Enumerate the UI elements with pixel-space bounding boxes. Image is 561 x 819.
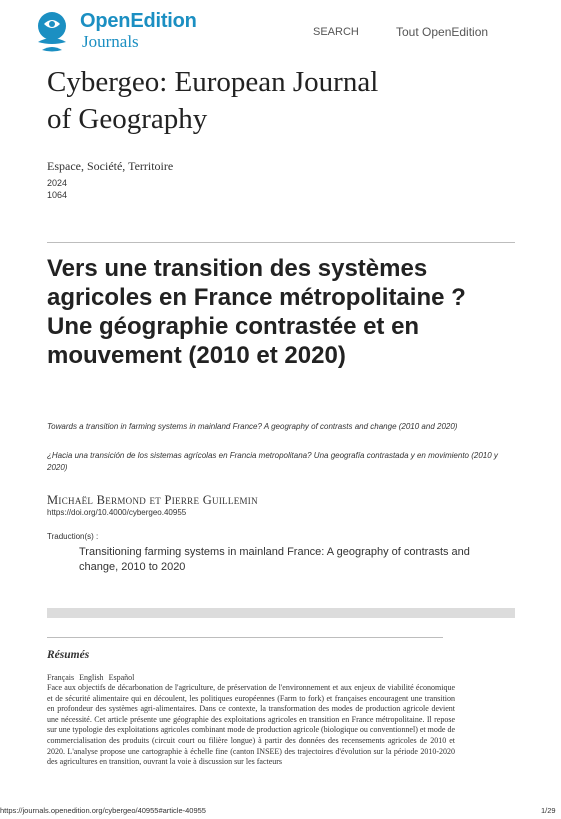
journal-title: Cybergeo: European Journal of Geography bbox=[47, 66, 379, 135]
article-title: Vers une transition des systèmes agricoles en France métropolitaine ? Une géographie contrastée et en mouvement (2010 et 2020) bbox=[47, 255, 466, 369]
openedition-logo[interactable] bbox=[34, 8, 214, 56]
logo-subtitle: Journals bbox=[82, 32, 139, 51]
separator-bar bbox=[47, 608, 515, 618]
lang-tab-francais[interactable]: Français bbox=[47, 673, 75, 682]
footer-url: https://journals.openedition.org/cybergeo/40955#article-40955 bbox=[0, 806, 206, 815]
page-number: 1/29 bbox=[541, 806, 556, 815]
abstract-language-tabs bbox=[47, 673, 137, 682]
resumes-heading: Résumés bbox=[47, 649, 90, 661]
nav-search-link[interactable]: SEARCH bbox=[313, 26, 359, 38]
openedition-logo-icon bbox=[34, 10, 74, 54]
translation-link[interactable]: Transitioning farming systems in mainland France: A geography of contrasts and change, 2010 to 2020 bbox=[79, 546, 470, 573]
issue-number: 1064 bbox=[47, 190, 68, 200]
article-title-english: Towards a transition in farming systems in mainland France? A geography of contrasts and change (2010 and 2020) bbox=[47, 422, 458, 431]
site-header bbox=[34, 8, 534, 58]
nav-all-openedition-link[interactable]: Tout OpenEdition bbox=[396, 25, 489, 39]
article-authors[interactable]: Michaël Bermond et Pierre Guillemin bbox=[47, 493, 258, 507]
lang-tab-english[interactable]: English bbox=[79, 673, 104, 682]
header-divider bbox=[47, 242, 515, 243]
logo-title: OpenEdition bbox=[80, 10, 197, 32]
article-title-spanish: ¿Hacia una transición de los sistemas agrícolas en Francia metropolitana? Una geografía contrastada y en movimiento (2010 y 2020) bbox=[47, 451, 498, 472]
abstract-text: Face aux objectifs de décarbonation de l'agriculture, de préservation de l'environnement et aux enjeux de viabilité économique et de sécurité alimentaire qui en découlent, les politiques européennes (Farm to fork) et françaises encouragent une transition en profondeur des systèmes agri-alimentaires. Dans ce contexte, la transformation des modes de production agricole devient une nécessité. Cet article présente une géographie des exploitations agricoles en transition en France métropolitaine. Il repose sur une typologie des exploitations agricoles combinant mode de production agricole (biologique ou conventionnel) et mode de commercialisation des produits (circuit court ou filière longue) à partir des données des recensements agricoles de 2010 et 2020. L'analyse propose une cartographie à échelle fine (canton INSEE) des trajectoires d'évolution sur la période 2010-2020 des agricultures en transition, ouvrant la voie à discussion sur les facteurs bbox=[47, 683, 455, 767]
journal-subtitle: Espace, Société, Territoire bbox=[47, 159, 174, 173]
article-doi-link[interactable]: https://doi.org/10.4000/cybergeo.40955 bbox=[47, 508, 187, 517]
section-divider bbox=[47, 637, 443, 638]
lang-tab-espanol[interactable]: Español bbox=[108, 673, 135, 682]
translations-label: Traduction(s) : bbox=[47, 532, 99, 541]
issue-year: 2024 bbox=[47, 178, 68, 188]
